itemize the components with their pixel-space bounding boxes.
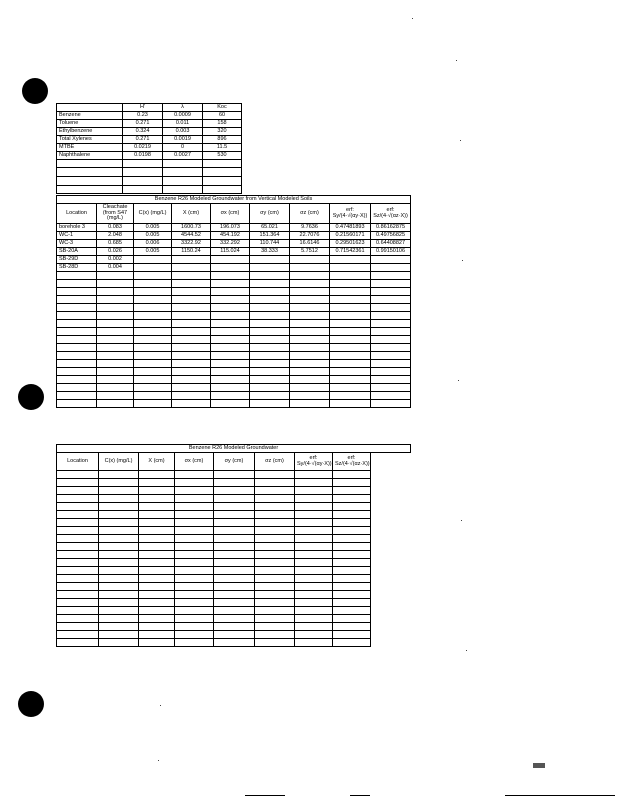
table-cell: 11.5 [203,144,242,152]
empty-row [57,559,411,567]
table-cell: 454.192 [211,232,250,240]
chemical-name: Benzene [57,112,123,120]
empty-row [57,583,411,591]
empty-row [57,336,411,344]
empty-row [57,376,411,384]
empty-row [57,639,411,647]
table-row [57,256,411,264]
column-header: σz (cm) [290,204,330,224]
table-cell: 38.333 [250,248,290,256]
column-header: σz (cm) [255,453,295,471]
empty-row [57,551,411,559]
chemical-name: MTBE [57,144,123,152]
table-row [57,240,411,248]
koc-header-row [57,104,242,112]
column-header: σy (cm) [214,453,255,471]
table-cell: 115.024 [211,248,250,256]
table-cell: 0.685 [97,240,134,248]
column-header: σx (cm) [175,453,214,471]
empty-row [57,328,411,336]
table-cell: 9.7636 [290,224,330,232]
empty-row [57,177,242,186]
table-row [57,232,411,240]
column-header: X (cm) [139,453,175,471]
empty-row [57,599,411,607]
table-cell: 0.005 [134,232,172,240]
empty-row [57,288,411,296]
table-header-row [57,453,411,471]
table-cell: 1150.24 [172,248,211,256]
empty-row [57,296,411,304]
table-cell: 0.64408827 [371,240,411,248]
table-row [57,152,242,160]
chemical-name: Ethylbenzene [57,128,123,136]
table-cell: 65.021 [250,224,290,232]
table-cell: 0 [163,144,203,152]
table-cell: 320 [203,128,242,136]
location-cell: SB-28D [57,264,97,272]
location-cell: SB-29D [57,256,97,264]
empty-row [57,168,242,177]
empty-row [57,495,411,503]
empty-row [57,312,411,320]
table-row [57,112,242,120]
column-header: Location [57,453,99,471]
location-cell: borehole 3 [57,224,97,232]
binder-hole-bottom [18,691,44,717]
koc-table [56,103,242,194]
empty-row [57,186,242,194]
koc-header-cell [57,104,123,112]
scan-speck [158,760,159,761]
table-cell: 896 [203,136,242,144]
footer-rule [505,795,615,796]
table-title: Benzene R26 Modeled Groundwater [57,445,411,453]
chemical-name: Toluene [57,120,123,128]
empty-row [57,607,411,615]
empty-row [57,344,411,352]
table-row [57,264,411,272]
table-row [57,224,411,232]
table-cell: 0.21560171 [330,232,371,240]
empty-row [57,535,411,543]
modeled-groundwater-table [56,444,411,647]
column-header: C(x) (mg/L) [99,453,139,471]
table-cell: 0.271 [123,136,163,144]
location-cell: SB-20A [57,248,97,256]
scan-speck [462,260,463,261]
location-cell: WC-1 [57,232,97,240]
table-cell: 1600.73 [172,224,211,232]
empty-row [57,631,411,639]
scan-speck [460,140,461,141]
empty-row [57,280,411,288]
chemical-name: Total Xylenes [57,136,123,144]
modeled-soils-table [56,195,411,408]
empty-row [57,527,411,535]
table-cell: 0.324 [123,128,163,136]
table-row [57,120,242,128]
column-header: X (cm) [172,204,211,224]
empty-row [57,272,411,280]
column-header: erf: Sy/(4·√(αy·X)) [330,204,371,224]
scan-speck [160,705,161,706]
table-cell: 0.271 [123,120,163,128]
column-header: erf: Sz/(4·√(αz·X)) [333,453,371,471]
table-cell: 0.006 [134,240,172,248]
table-title: Benzene R26 Modeled Groundwater from Vertical Modeled Soils [57,196,411,204]
empty-row [57,320,411,328]
table-cell: 0.49756825 [371,232,411,240]
table-cell: 60 [203,112,242,120]
empty-row [57,479,411,487]
table-cell: 332.292 [211,240,250,248]
table-cell: 0.86162875 [371,224,411,232]
table-cell: 0.026 [97,248,134,256]
table-cell: 2.048 [97,232,134,240]
empty-row [57,511,411,519]
footer-rule [350,795,370,796]
column-header: Cleachate (from S47 (mg/L) [97,204,134,224]
empty-row [57,160,242,168]
table-row [57,136,242,144]
empty-row [57,360,411,368]
location-cell: WC-3 [57,240,97,248]
table-cell: 0.47481893 [330,224,371,232]
binder-hole-top [22,78,48,104]
empty-row [57,575,411,583]
table-cell: 0.011 [163,120,203,128]
table-cell: 22.7076 [290,232,330,240]
scan-speck [461,520,462,521]
empty-row [57,304,411,312]
table-cell: 110.744 [250,240,290,248]
empty-row [57,623,411,631]
chemical-name: Naphthalene [57,152,123,160]
table-cell: 0.005 [134,248,172,256]
table-cell: 0.002 [97,256,134,264]
empty-row [57,503,411,511]
table-cell: 0.0219 [123,144,163,152]
table-cell: 0.083 [97,224,134,232]
empty-row [57,519,411,527]
table-cell: 530 [203,152,242,160]
table-cell: 3322.92 [172,240,211,248]
table-title-row [57,445,411,453]
table-cell: 0.0198 [123,152,163,160]
table-row [57,248,411,256]
footer-rule [245,795,285,796]
empty-row [57,567,411,575]
table-cell: 0.005 [134,224,172,232]
empty-row [57,392,411,400]
empty-row [57,487,411,495]
scan-speck [458,380,459,381]
table-cell: 4544.52 [172,232,211,240]
binder-hole-middle [18,384,44,410]
scan-speck [456,60,457,61]
column-header: erf: Sz/(4·√(αz·X)) [371,204,411,224]
table-title-row [57,196,411,204]
column-header: C(x) (mg/L) [134,204,172,224]
empty-row [57,471,411,479]
page-stamp [533,763,545,768]
table-cell: 0.0019 [163,136,203,144]
column-header: σy (cm) [250,204,290,224]
empty-row [57,591,411,599]
table-cell: 0.0009 [163,112,203,120]
table-cell: 158 [203,120,242,128]
empty-row [57,400,411,408]
table-cell: 196.073 [211,224,250,232]
table-header-row [57,204,411,224]
table-cell: 0.23 [123,112,163,120]
scan-speck [412,18,413,19]
koc-header-cell: H' [123,104,163,112]
column-header: σx (cm) [211,204,250,224]
table-cell: 0.71542361 [330,248,371,256]
table-cell: 151.364 [250,232,290,240]
table-cell: 5.7512 [290,248,330,256]
empty-row [57,384,411,392]
scan-speck [466,650,467,651]
empty-row [57,368,411,376]
table-cell: 0.004 [97,264,134,272]
table-cell: 16.6146 [290,240,330,248]
table-cell: 0.0027 [163,152,203,160]
empty-row [57,543,411,551]
column-header: Location [57,204,97,224]
table-cell: 0.29501623 [330,240,371,248]
koc-header-cell: λ [163,104,203,112]
table-cell: 0.003 [163,128,203,136]
table-row [57,144,242,152]
table-row [57,128,242,136]
column-header: erf: Sy/(4·√(αy·X)) [295,453,333,471]
empty-row [57,615,411,623]
table-cell: 0.99150106 [371,248,411,256]
koc-header-cell: Koc [203,104,242,112]
empty-row [57,352,411,360]
